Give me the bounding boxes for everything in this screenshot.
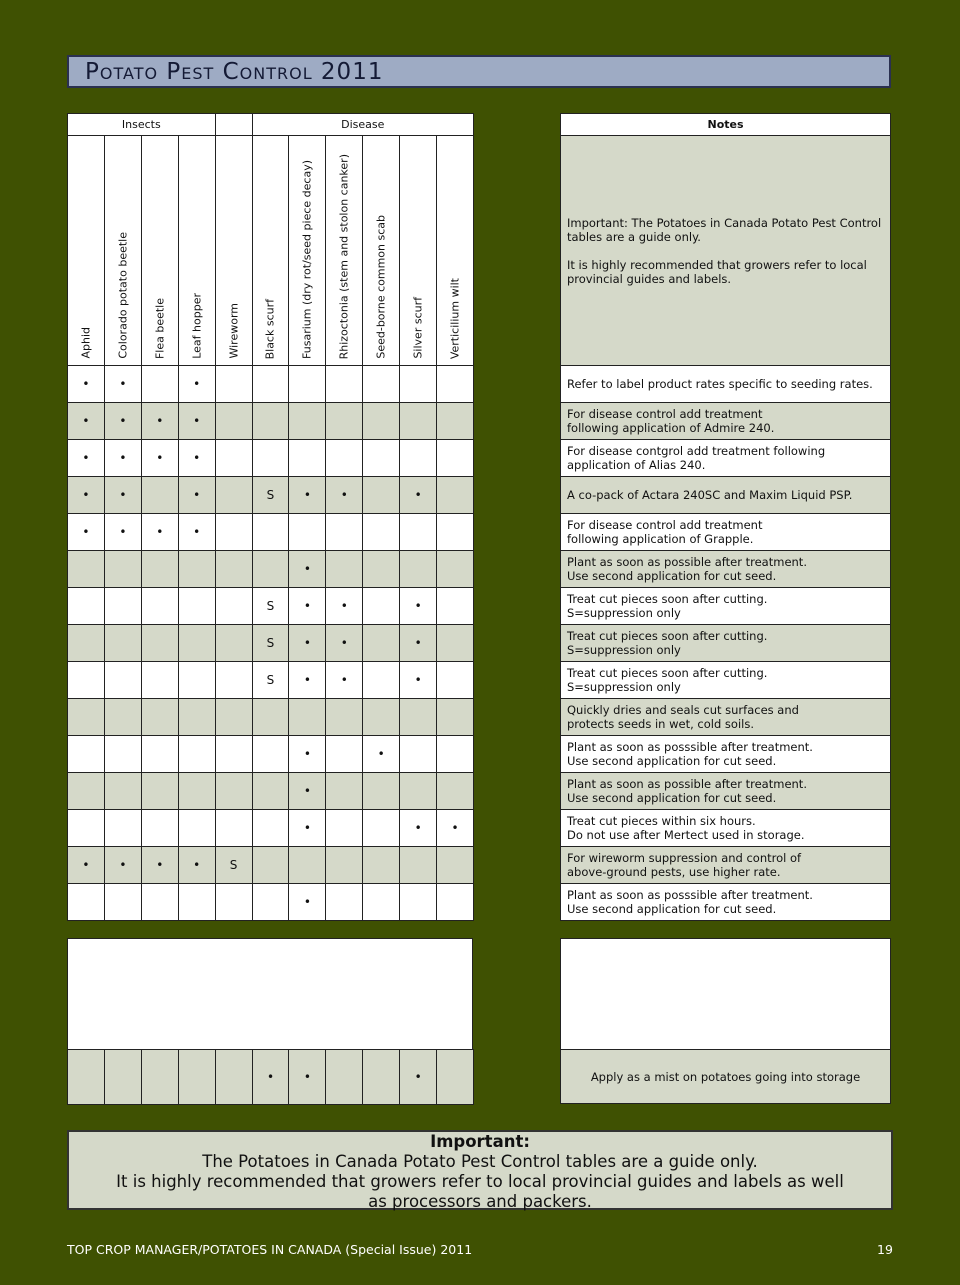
mark-cell bbox=[68, 625, 105, 662]
table-row bbox=[68, 514, 474, 551]
note-row bbox=[561, 625, 891, 662]
mark-cell bbox=[363, 366, 400, 403]
mark-cell bbox=[326, 884, 363, 921]
note-line: For disease contgrol add treatment following bbox=[567, 444, 826, 458]
note-line: S=suppression only bbox=[567, 643, 681, 657]
mark-cell bbox=[141, 551, 178, 588]
storage-note-box bbox=[560, 1049, 891, 1104]
note-line: S=suppression only bbox=[567, 680, 681, 694]
note-line: For wireworm suppression and control of bbox=[567, 851, 802, 865]
storage-mark-cell: • bbox=[289, 1050, 326, 1105]
column-header-label: Wireworm bbox=[227, 303, 241, 359]
mark-cell: • bbox=[104, 514, 141, 551]
mark-cell bbox=[400, 514, 437, 551]
note-line: following application of Admire 240. bbox=[567, 421, 775, 435]
note-cell bbox=[561, 810, 891, 847]
mark-cell: • bbox=[326, 625, 363, 662]
note-line: above-ground pests, use higher rate. bbox=[567, 865, 781, 879]
mark-cell bbox=[215, 366, 252, 403]
note-line: For disease control add treatment bbox=[567, 518, 763, 532]
mark-cell bbox=[141, 699, 178, 736]
mark-cell bbox=[68, 551, 105, 588]
storage-grid bbox=[67, 1049, 474, 1105]
mark-cell bbox=[363, 625, 400, 662]
mark-cell bbox=[141, 884, 178, 921]
note-line: application of Alias 240. bbox=[567, 458, 706, 472]
table-row bbox=[68, 440, 474, 477]
pest-grid bbox=[67, 113, 474, 921]
note-cell bbox=[561, 736, 891, 773]
mark-cell: S bbox=[252, 588, 289, 625]
mark-cell: • bbox=[104, 403, 141, 440]
mark-cell bbox=[68, 699, 105, 736]
column-header bbox=[68, 136, 105, 366]
mark-cell bbox=[215, 736, 252, 773]
mark-cell bbox=[141, 773, 178, 810]
mark-cell bbox=[437, 662, 474, 699]
note-cell bbox=[561, 551, 891, 588]
mark-cell bbox=[289, 699, 326, 736]
mark-cell bbox=[141, 588, 178, 625]
mark-cell bbox=[252, 773, 289, 810]
mark-cell: • bbox=[289, 477, 326, 514]
storage-mark-cell bbox=[326, 1050, 363, 1105]
note-line: Use second application for cut seed. bbox=[567, 791, 777, 805]
note-cell bbox=[561, 366, 891, 403]
table-row bbox=[68, 810, 474, 847]
mark-cell bbox=[326, 514, 363, 551]
mark-cell: • bbox=[178, 847, 215, 884]
table-row bbox=[68, 847, 474, 884]
mark-cell bbox=[437, 403, 474, 440]
mark-cell bbox=[215, 403, 252, 440]
bottom-note-line3: It is highly recommended that growers refer to local provincial guides and labels as well bbox=[116, 1172, 844, 1191]
mark-cell: • bbox=[289, 884, 326, 921]
mark-cell bbox=[252, 366, 289, 403]
notes-table bbox=[560, 113, 891, 921]
column-header-label: Seed-borne common scab bbox=[374, 215, 388, 359]
note-cell bbox=[561, 625, 891, 662]
mark-cell bbox=[437, 884, 474, 921]
mark-cell: • bbox=[289, 625, 326, 662]
mark-cell: • bbox=[141, 440, 178, 477]
mark-cell bbox=[437, 551, 474, 588]
mark-cell bbox=[178, 810, 215, 847]
mark-cell bbox=[215, 884, 252, 921]
mark-cell: • bbox=[326, 477, 363, 514]
note-row bbox=[561, 403, 891, 440]
mark-cell: • bbox=[289, 588, 326, 625]
column-header-label: Rhizoctonia (stem and stolon canker) bbox=[337, 153, 351, 359]
mark-cell: • bbox=[104, 440, 141, 477]
notes-header: Notes bbox=[561, 114, 891, 136]
table-row bbox=[68, 366, 474, 403]
column-header-label: Flea beetle bbox=[153, 297, 167, 359]
mark-cell bbox=[363, 662, 400, 699]
mark-cell: • bbox=[141, 847, 178, 884]
mark-cell bbox=[252, 551, 289, 588]
column-header bbox=[141, 136, 178, 366]
column-header bbox=[437, 136, 474, 366]
storage-mark-cell: • bbox=[252, 1050, 289, 1105]
note-row bbox=[561, 884, 891, 921]
note-row bbox=[561, 810, 891, 847]
mark-cell bbox=[252, 699, 289, 736]
column-header bbox=[178, 136, 215, 366]
mark-cell: • bbox=[289, 662, 326, 699]
note-cell bbox=[561, 884, 891, 921]
mark-cell bbox=[252, 514, 289, 551]
column-header bbox=[326, 136, 363, 366]
mark-cell: • bbox=[68, 403, 105, 440]
note-row bbox=[561, 551, 891, 588]
mark-cell bbox=[252, 736, 289, 773]
table-row bbox=[68, 662, 474, 699]
table-row bbox=[68, 773, 474, 810]
mark-cell bbox=[104, 810, 141, 847]
mark-cell: • bbox=[68, 440, 105, 477]
note-line: Do not use after Mertect used in storage. bbox=[567, 828, 805, 842]
mark-cell bbox=[252, 884, 289, 921]
mark-cell: • bbox=[437, 810, 474, 847]
mark-cell bbox=[363, 440, 400, 477]
note-row bbox=[561, 847, 891, 884]
mark-cell: • bbox=[178, 366, 215, 403]
mark-cell bbox=[68, 884, 105, 921]
mark-cell: • bbox=[363, 736, 400, 773]
mark-cell: • bbox=[289, 810, 326, 847]
mark-cell bbox=[400, 440, 437, 477]
note-cell bbox=[561, 662, 891, 699]
note-line: Quickly dries and seals cut surfaces and bbox=[567, 703, 799, 717]
mark-cell bbox=[363, 477, 400, 514]
mark-cell bbox=[215, 773, 252, 810]
mark-cell bbox=[363, 810, 400, 847]
mark-cell bbox=[326, 773, 363, 810]
mark-cell: S bbox=[252, 477, 289, 514]
page-number: 19 bbox=[877, 1242, 893, 1257]
mark-cell bbox=[178, 551, 215, 588]
mark-cell bbox=[363, 773, 400, 810]
mark-cell bbox=[363, 847, 400, 884]
table-row bbox=[68, 477, 474, 514]
mark-cell bbox=[437, 625, 474, 662]
column-header-label: Silver scurf bbox=[411, 297, 425, 359]
note-cell bbox=[561, 847, 891, 884]
mark-cell bbox=[141, 366, 178, 403]
bottom-note bbox=[67, 1130, 893, 1210]
mark-cell bbox=[141, 810, 178, 847]
mark-cell: • bbox=[400, 588, 437, 625]
storage-mark-cell bbox=[68, 1050, 105, 1105]
mark-cell bbox=[289, 403, 326, 440]
mark-cell bbox=[400, 699, 437, 736]
mark-cell bbox=[104, 773, 141, 810]
mark-cell bbox=[141, 662, 178, 699]
note-cell bbox=[561, 477, 891, 514]
mark-cell bbox=[141, 477, 178, 514]
blank-box-left bbox=[67, 938, 473, 1050]
mark-cell bbox=[178, 588, 215, 625]
note-cell bbox=[561, 440, 891, 477]
note-line: Use second application for cut seed. bbox=[567, 754, 777, 768]
column-header bbox=[104, 136, 141, 366]
column-header bbox=[400, 136, 437, 366]
mark-cell bbox=[68, 662, 105, 699]
intro-note-line1: Important: The Potatoes in Canada Potato Pest Control tables are a guide only. bbox=[567, 215, 882, 244]
table-row bbox=[68, 699, 474, 736]
mark-cell bbox=[326, 366, 363, 403]
mark-cell bbox=[400, 736, 437, 773]
mark-cell bbox=[215, 699, 252, 736]
mark-cell bbox=[215, 551, 252, 588]
column-header bbox=[252, 136, 289, 366]
mark-cell: • bbox=[141, 514, 178, 551]
mark-cell bbox=[141, 625, 178, 662]
mark-cell: • bbox=[104, 366, 141, 403]
mark-cell: • bbox=[178, 403, 215, 440]
table-row bbox=[68, 736, 474, 773]
mark-cell bbox=[104, 699, 141, 736]
mark-cell: • bbox=[104, 477, 141, 514]
storage-mark-cell bbox=[437, 1050, 474, 1105]
storage-mark-cell bbox=[141, 1050, 178, 1105]
blank-header bbox=[215, 114, 252, 136]
mark-cell: • bbox=[400, 810, 437, 847]
mark-cell: • bbox=[289, 773, 326, 810]
mark-cell bbox=[252, 847, 289, 884]
mark-cell bbox=[252, 810, 289, 847]
note-line: Plant as soon as posssible after treatment. bbox=[567, 740, 813, 754]
note-line: Use second application for cut seed. bbox=[567, 902, 777, 916]
note-line: Treat cut pieces soon after cutting. bbox=[567, 629, 768, 643]
note-cell bbox=[561, 699, 891, 736]
storage-mark-cell bbox=[363, 1050, 400, 1105]
mark-cell bbox=[252, 403, 289, 440]
page-title: Potato Pest Control 2011 bbox=[85, 59, 384, 85]
mark-cell: • bbox=[289, 551, 326, 588]
mark-cell bbox=[178, 884, 215, 921]
mark-cell bbox=[326, 810, 363, 847]
mark-cell: • bbox=[289, 736, 326, 773]
storage-mark-cell: • bbox=[400, 1050, 437, 1105]
mark-cell bbox=[326, 736, 363, 773]
column-header-label: Fusarium (dry rot/seed piece decay) bbox=[300, 160, 314, 359]
mark-cell bbox=[104, 662, 141, 699]
mark-cell bbox=[215, 662, 252, 699]
note-line: protects seeds in wet, cold soils. bbox=[567, 717, 754, 731]
mark-cell bbox=[326, 403, 363, 440]
footer-publication: TOP CROP MANAGER/POTATOES IN CANADA (Special Issue) 2011 bbox=[67, 1242, 473, 1257]
note-line: Use second application for cut seed. bbox=[567, 569, 777, 583]
mark-cell bbox=[178, 625, 215, 662]
mark-cell: S bbox=[252, 625, 289, 662]
mark-cell bbox=[400, 551, 437, 588]
note-line: A co-pack of Actara 240SC and Maxim Liquid PSP. bbox=[567, 488, 853, 502]
note-row bbox=[561, 736, 891, 773]
note-row bbox=[561, 514, 891, 551]
mark-cell: • bbox=[104, 847, 141, 884]
mark-cell bbox=[400, 403, 437, 440]
note-line: Treat cut pieces within six hours. bbox=[567, 814, 756, 828]
column-header-label: Aphid bbox=[79, 327, 93, 359]
mark-cell: • bbox=[326, 588, 363, 625]
mark-cell bbox=[68, 736, 105, 773]
mark-cell bbox=[178, 662, 215, 699]
mark-cell bbox=[104, 736, 141, 773]
mark-cell: • bbox=[326, 662, 363, 699]
mark-cell: • bbox=[68, 847, 105, 884]
note-line: following application of Grapple. bbox=[567, 532, 754, 546]
note-cell bbox=[561, 773, 891, 810]
storage-note: Apply as a mist on potatoes going into storage bbox=[590, 1069, 861, 1084]
mark-cell bbox=[68, 588, 105, 625]
mark-cell bbox=[400, 366, 437, 403]
note-row bbox=[561, 588, 891, 625]
intro-note bbox=[561, 136, 891, 366]
mark-cell: • bbox=[178, 477, 215, 514]
mark-cell bbox=[215, 588, 252, 625]
column-header bbox=[363, 136, 400, 366]
storage-mark-cell bbox=[104, 1050, 141, 1105]
table-row bbox=[68, 588, 474, 625]
note-row bbox=[561, 699, 891, 736]
disease-header: Disease bbox=[252, 114, 473, 136]
mark-cell bbox=[289, 847, 326, 884]
mark-cell bbox=[326, 440, 363, 477]
mark-cell bbox=[178, 736, 215, 773]
note-row bbox=[561, 477, 891, 514]
mark-cell bbox=[437, 440, 474, 477]
mark-cell bbox=[400, 773, 437, 810]
mark-cell: • bbox=[68, 514, 105, 551]
table-row bbox=[68, 403, 474, 440]
column-header-label: Verticilium wilt bbox=[448, 277, 462, 359]
mark-cell bbox=[363, 699, 400, 736]
mark-cell bbox=[437, 366, 474, 403]
title-bar bbox=[67, 55, 891, 88]
mark-cell bbox=[289, 440, 326, 477]
mark-cell: • bbox=[141, 403, 178, 440]
mark-cell bbox=[178, 699, 215, 736]
note-cell bbox=[561, 588, 891, 625]
mark-cell bbox=[326, 847, 363, 884]
mark-cell bbox=[363, 588, 400, 625]
note-row bbox=[561, 366, 891, 403]
note-line: Plant as soon as possible after treatment. bbox=[567, 777, 807, 791]
mark-cell bbox=[437, 847, 474, 884]
mark-cell bbox=[437, 773, 474, 810]
mark-cell bbox=[68, 773, 105, 810]
mark-cell bbox=[437, 588, 474, 625]
note-row bbox=[561, 662, 891, 699]
bottom-note-line1: Important: bbox=[430, 1132, 530, 1151]
mark-cell bbox=[363, 403, 400, 440]
bottom-note-line4: as processors and packers. bbox=[368, 1192, 592, 1211]
note-line: Treat cut pieces soon after cutting. bbox=[567, 592, 768, 606]
mark-cell bbox=[104, 588, 141, 625]
mark-cell: S bbox=[252, 662, 289, 699]
mark-cell bbox=[363, 884, 400, 921]
intro-note-line2: It is highly recommended that growers refer to local provincial guides and labels. bbox=[567, 257, 867, 286]
mark-cell bbox=[289, 514, 326, 551]
mark-cell bbox=[104, 884, 141, 921]
note-line: For disease control add treatment bbox=[567, 407, 763, 421]
note-line: S=suppression only bbox=[567, 606, 681, 620]
mark-cell bbox=[215, 514, 252, 551]
mark-cell: • bbox=[178, 514, 215, 551]
mark-cell bbox=[326, 551, 363, 588]
mark-cell bbox=[215, 810, 252, 847]
mark-cell bbox=[437, 477, 474, 514]
mark-cell bbox=[68, 810, 105, 847]
column-header bbox=[289, 136, 326, 366]
note-line: Plant as soon as posssible after treatment. bbox=[567, 888, 813, 902]
note-line: Refer to label product rates specific to seeding rates. bbox=[567, 377, 873, 391]
insects-header: Insects bbox=[68, 114, 216, 136]
mark-cell bbox=[400, 884, 437, 921]
column-header-label: Leaf hopper bbox=[190, 293, 204, 359]
blank-box-right bbox=[560, 938, 891, 1050]
mark-cell: • bbox=[68, 366, 105, 403]
mark-cell bbox=[104, 551, 141, 588]
mark-cell bbox=[215, 477, 252, 514]
mark-cell bbox=[141, 736, 178, 773]
mark-cell bbox=[326, 699, 363, 736]
note-row bbox=[561, 440, 891, 477]
mark-cell bbox=[104, 625, 141, 662]
column-header-label: Colorado potato beetle bbox=[116, 232, 130, 359]
mark-cell: • bbox=[400, 625, 437, 662]
column-header-label: Black scurf bbox=[263, 298, 277, 359]
mark-cell bbox=[437, 736, 474, 773]
note-row bbox=[561, 773, 891, 810]
bottom-note-line2: The Potatoes in Canada Potato Pest Control tables are a guide only. bbox=[202, 1152, 758, 1171]
mark-cell bbox=[215, 440, 252, 477]
note-line: Plant as soon as possible after treatment. bbox=[567, 555, 807, 569]
storage-mark-cell bbox=[215, 1050, 252, 1105]
mark-cell: • bbox=[400, 477, 437, 514]
mark-cell bbox=[400, 847, 437, 884]
table-row bbox=[68, 625, 474, 662]
note-cell bbox=[561, 514, 891, 551]
mark-cell: • bbox=[68, 477, 105, 514]
mark-cell bbox=[215, 625, 252, 662]
mark-cell bbox=[252, 440, 289, 477]
mark-cell bbox=[178, 773, 215, 810]
table-row bbox=[68, 551, 474, 588]
mark-cell: • bbox=[178, 440, 215, 477]
mark-cell bbox=[289, 366, 326, 403]
column-header bbox=[215, 136, 252, 366]
mark-cell: S bbox=[215, 847, 252, 884]
note-cell bbox=[561, 403, 891, 440]
mark-cell bbox=[363, 551, 400, 588]
table-row bbox=[68, 884, 474, 921]
mark-cell bbox=[437, 699, 474, 736]
mark-cell: • bbox=[400, 662, 437, 699]
note-line: Treat cut pieces soon after cutting. bbox=[567, 666, 768, 680]
mark-cell bbox=[363, 514, 400, 551]
mark-cell bbox=[437, 514, 474, 551]
storage-mark-cell bbox=[178, 1050, 215, 1105]
